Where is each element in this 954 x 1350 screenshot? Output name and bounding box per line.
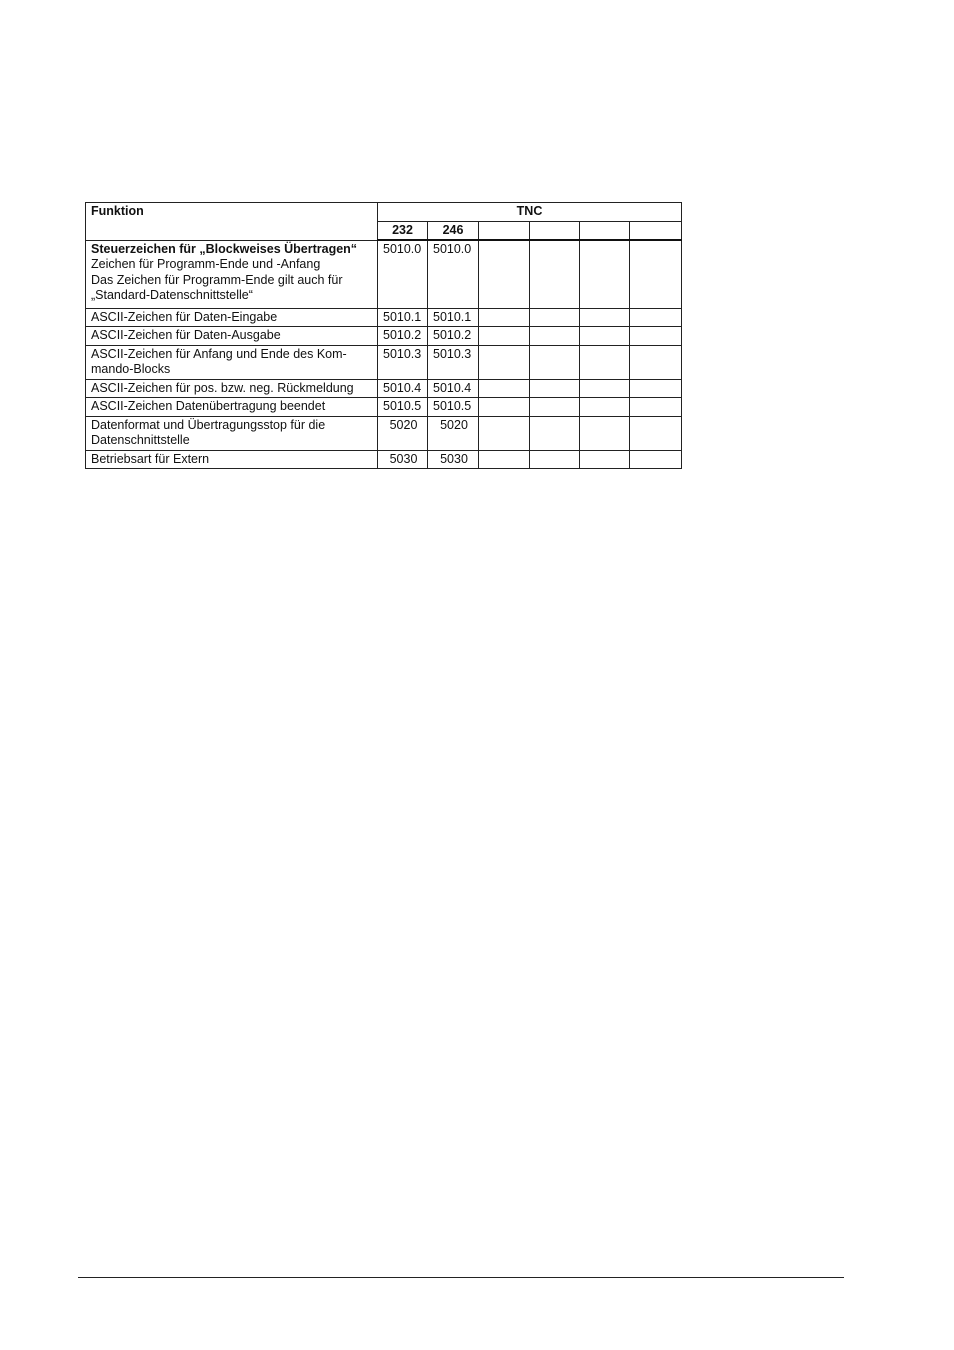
value-cell-232: 5010.4 xyxy=(378,379,428,398)
function-cell xyxy=(86,345,378,379)
value-cell-empty xyxy=(580,398,630,417)
value-cell-empty xyxy=(530,398,580,417)
table-row xyxy=(86,379,682,398)
value-cell-empty xyxy=(479,240,530,308)
function-cell xyxy=(86,327,378,346)
value-cell-empty xyxy=(479,416,530,450)
value-cell-232: 5010.3 xyxy=(378,345,428,379)
value-cell-empty xyxy=(630,416,682,450)
value-cell-empty xyxy=(479,398,530,417)
footer-divider xyxy=(78,1277,844,1278)
value-cell-232: 5020 xyxy=(378,416,428,450)
function-cell xyxy=(86,398,378,417)
value-cell-empty xyxy=(630,398,682,417)
value-cell-empty xyxy=(530,327,580,346)
value-cell-empty xyxy=(530,240,580,308)
value-cell-empty xyxy=(580,416,630,450)
machine-parameter-table xyxy=(85,202,682,469)
function-text: ASCII-Zeichen für Anfang und Ende des Kom- xyxy=(91,346,347,361)
value-cell-232: 5010.0 xyxy=(378,240,428,308)
value-cell-246: 5020 xyxy=(428,416,479,450)
table-row xyxy=(86,345,682,379)
value-cell-246: 5010.2 xyxy=(428,327,479,346)
function-cell xyxy=(86,308,378,327)
value-cell-empty xyxy=(530,379,580,398)
table-row xyxy=(86,398,682,417)
function-text: ASCII-Zeichen für Daten-Eingabe xyxy=(91,309,278,324)
function-text: ASCII-Zeichen Datenübertragung beendet xyxy=(91,399,326,413)
function-cell xyxy=(86,240,378,308)
value-cell-empty xyxy=(530,416,580,450)
value-cell-empty xyxy=(530,345,580,379)
value-cell-empty xyxy=(479,327,530,346)
function-text: Datenschnittstelle xyxy=(91,433,190,447)
value-cell-empty xyxy=(630,450,682,469)
function-text: ASCII-Zeichen für Daten-Ausgabe xyxy=(91,328,281,342)
value-cell-empty xyxy=(580,308,630,327)
function-cell xyxy=(86,379,378,398)
table-row xyxy=(86,308,682,327)
function-title: Steuerzeichen für „Blockweises Übertragen“ xyxy=(91,241,358,256)
value-cell-232: 5010.5 xyxy=(378,398,428,417)
header-function: Funktion xyxy=(86,203,378,241)
value-cell-empty xyxy=(580,345,630,379)
header-model-empty-3 xyxy=(479,221,530,240)
value-cell-empty xyxy=(630,240,682,308)
header-tnc-group: TNC xyxy=(378,203,682,222)
function-text: mando-Blocks xyxy=(91,362,171,376)
header-model-empty-6 xyxy=(630,221,682,240)
value-cell-empty xyxy=(630,327,682,346)
value-cell-empty xyxy=(580,450,630,469)
value-cell-246: 5010.4 xyxy=(428,379,479,398)
value-cell-empty xyxy=(630,345,682,379)
header-model-empty-4 xyxy=(530,221,580,240)
value-cell-246: 5010.0 xyxy=(428,240,479,308)
function-text: Zeichen für Programm-Ende und -Anfang xyxy=(91,257,321,271)
function-text: Betriebsart für Extern xyxy=(91,451,210,466)
function-text: Datenformat und Übertragungsstop für die xyxy=(91,417,326,432)
table-row xyxy=(86,450,682,469)
value-cell-232: 5030 xyxy=(378,450,428,469)
header-row-top xyxy=(86,203,682,222)
value-cell-empty xyxy=(630,379,682,398)
table-row xyxy=(86,416,682,450)
value-cell-empty xyxy=(530,450,580,469)
value-cell-empty xyxy=(580,240,630,308)
header-model-246: 246 xyxy=(428,221,479,240)
function-cell xyxy=(86,450,378,469)
function-cell xyxy=(86,416,378,450)
table-row xyxy=(86,240,682,308)
table-row xyxy=(86,327,682,346)
value-cell-empty xyxy=(479,345,530,379)
function-text: ASCII-Zeichen für pos. bzw. neg. Rückmeldung xyxy=(91,380,354,395)
value-cell-empty xyxy=(580,379,630,398)
value-cell-empty xyxy=(479,450,530,469)
value-cell-246: 5010.1 xyxy=(428,308,479,327)
value-cell-empty xyxy=(479,379,530,398)
value-cell-246: 5030 xyxy=(428,450,479,469)
function-text: „Standard-Datenschnittstelle“ xyxy=(91,288,253,302)
header-model-232: 232 xyxy=(378,221,428,240)
value-cell-232: 5010.2 xyxy=(378,327,428,346)
value-cell-empty xyxy=(580,327,630,346)
function-text: Das Zeichen für Programm-Ende gilt auch für xyxy=(91,272,343,287)
header-model-empty-5 xyxy=(580,221,630,240)
value-cell-empty xyxy=(530,308,580,327)
value-cell-empty xyxy=(630,308,682,327)
value-cell-246: 5010.3 xyxy=(428,345,479,379)
value-cell-232: 5010.1 xyxy=(378,308,428,327)
value-cell-empty xyxy=(479,308,530,327)
value-cell-246: 5010.5 xyxy=(428,398,479,417)
